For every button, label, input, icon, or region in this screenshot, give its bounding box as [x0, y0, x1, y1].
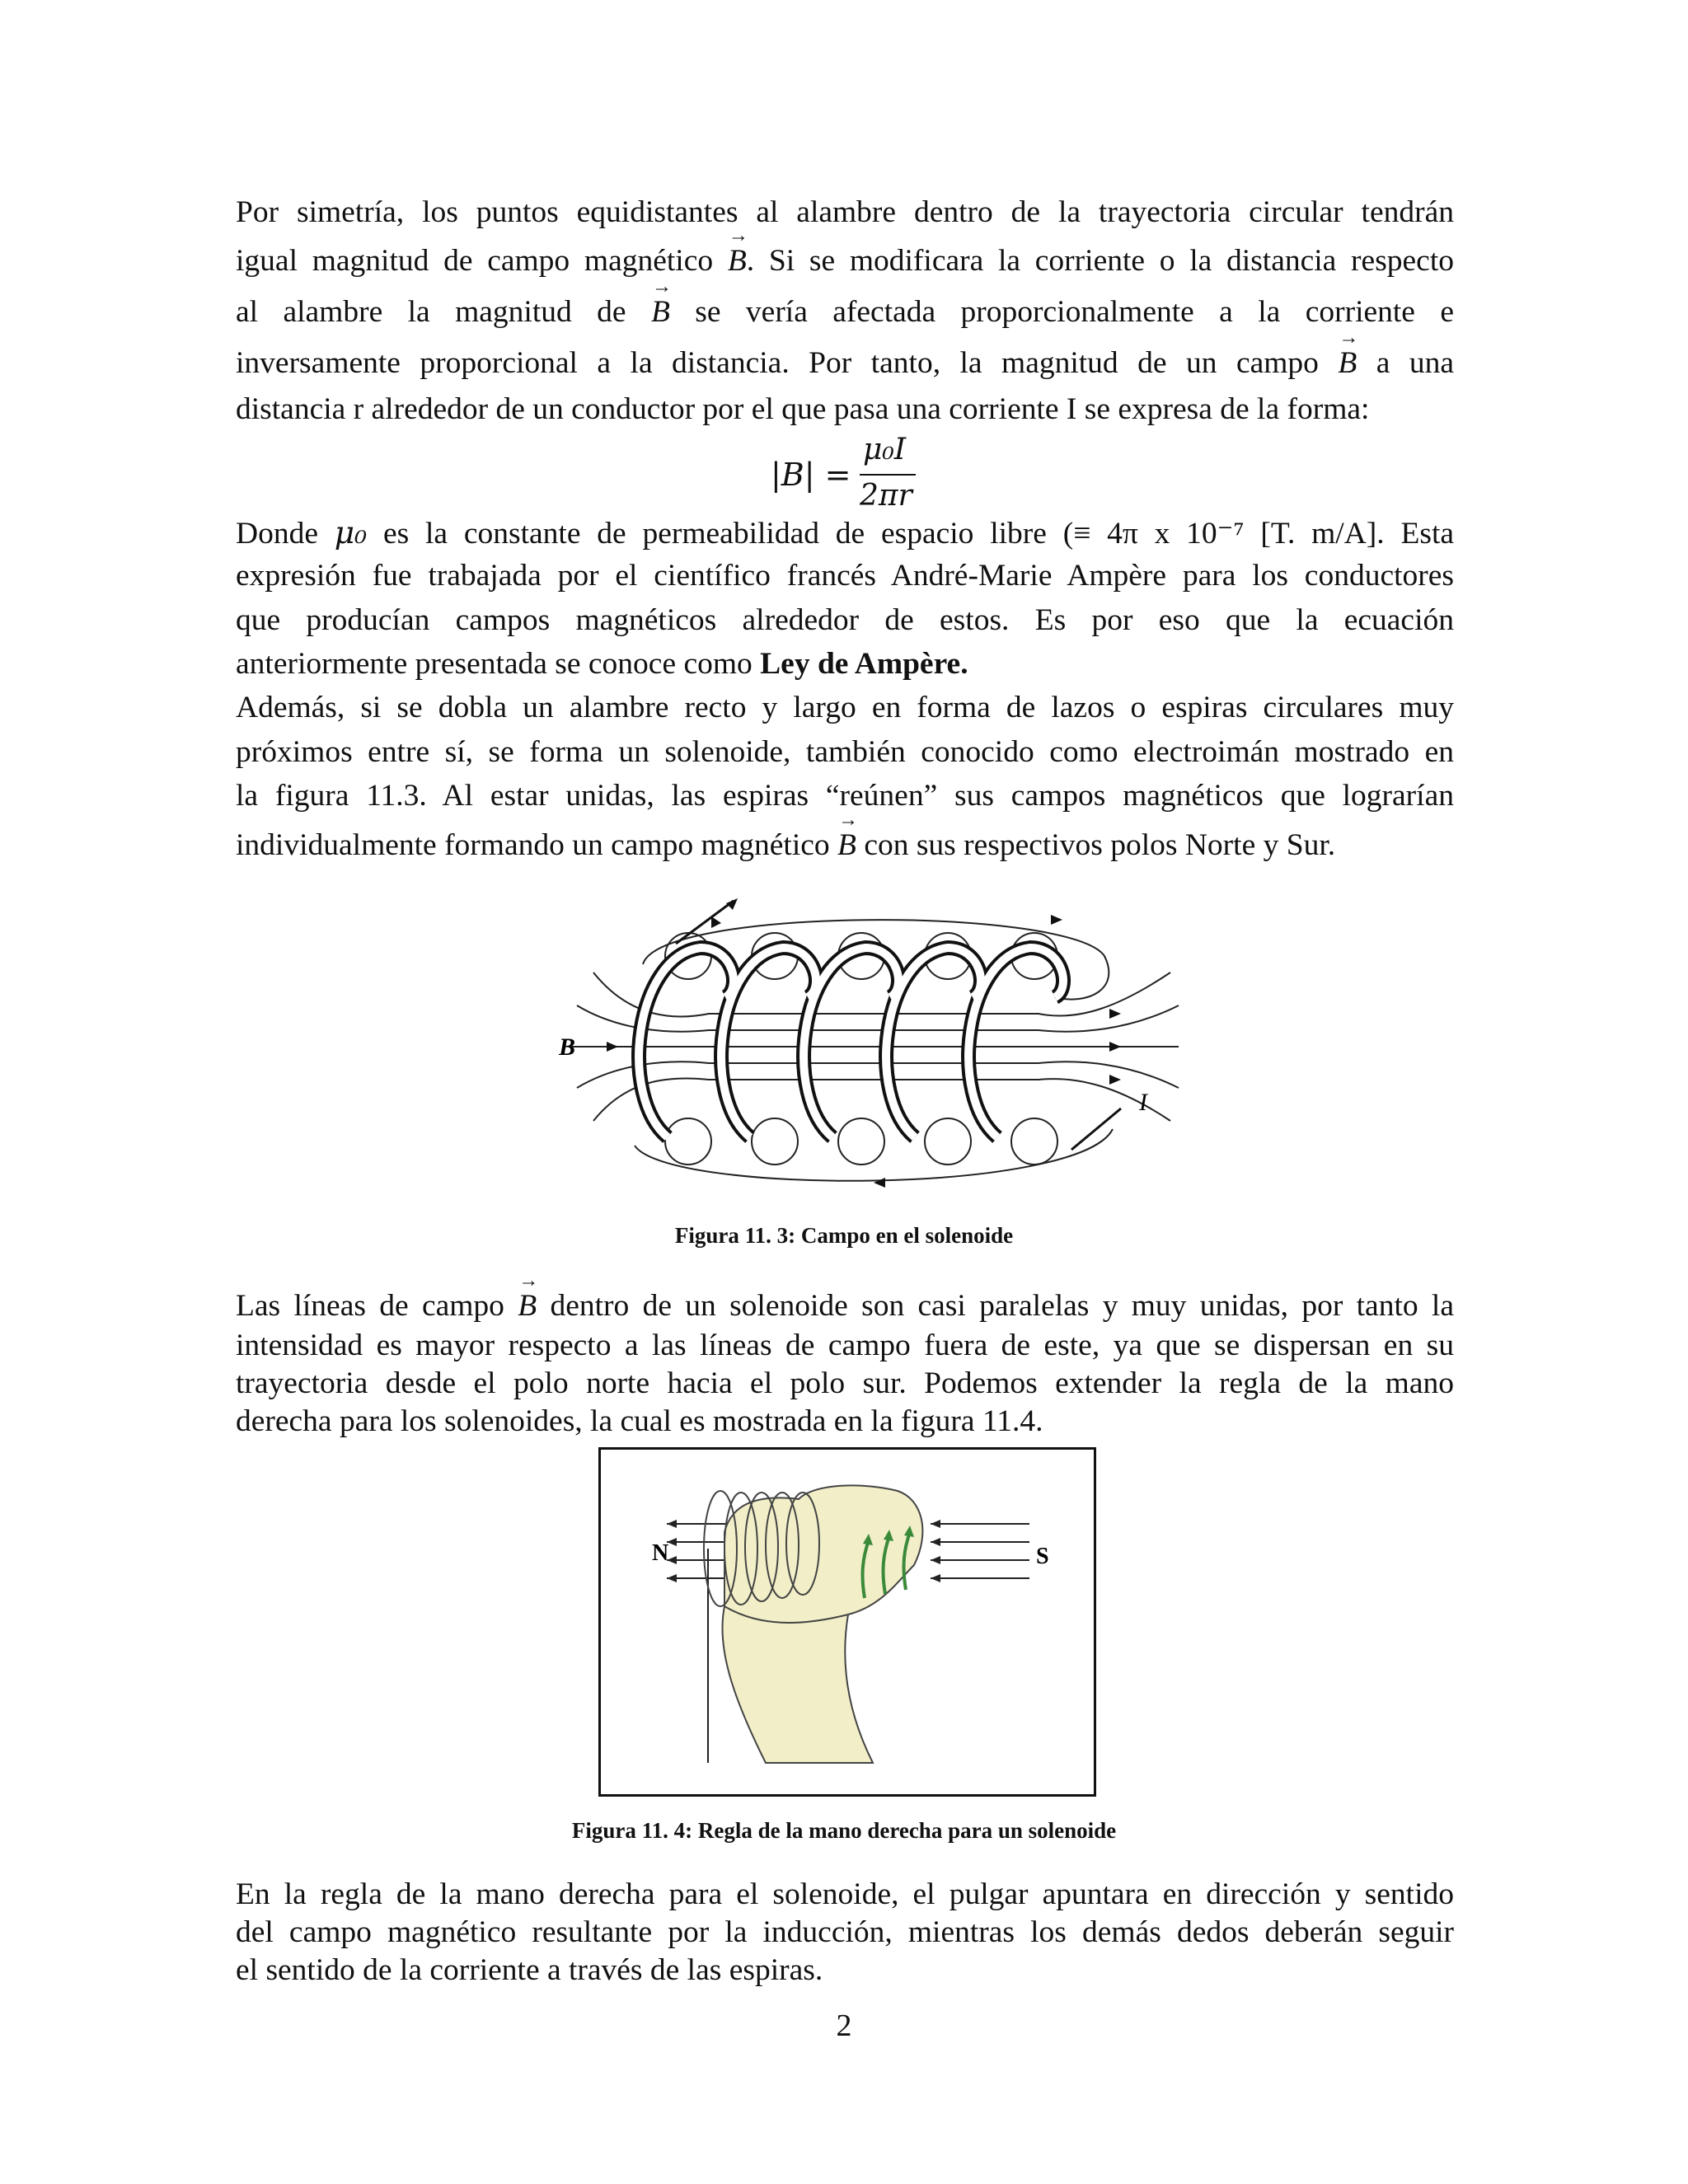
- label-n: N: [652, 1540, 669, 1566]
- field-line: [577, 1005, 1179, 1032]
- mu0-symbol: μ₀: [334, 514, 368, 551]
- text: . Si se modificara la corriente o la distancia respecto: [746, 244, 1454, 278]
- paragraph-4-line-2: [236, 1328, 1454, 1363]
- paragraph-1-line-5: [236, 391, 1454, 427]
- current-arrow-in: [676, 901, 734, 944]
- paragraph-1-line-2: [236, 243, 1454, 279]
- text: próximos entre sí, se forma un solenoide, también conocido como electroimán mostrado en: [236, 735, 1454, 769]
- text: individualmente formando un campo magnético: [236, 828, 838, 862]
- figure-11-4-caption: Figura 11. 4: Regla de la mano derecha para un solenoide: [571, 1818, 1117, 1843]
- paragraph-2-line-1: [236, 514, 1454, 551]
- text: igual magnitud de campo magnético: [236, 244, 728, 278]
- paragraph-3-line-3: [236, 778, 1454, 813]
- vector-b: B →: [1338, 345, 1357, 381]
- field-line: [577, 1062, 1179, 1088]
- paragraph-2-line-4: [236, 646, 1454, 682]
- text: trayectoria desde el polo norte hacia el polo sur. Podemos extender la regla de la mano: [236, 1366, 1454, 1400]
- vector-b: B →: [651, 294, 670, 330]
- paragraph-1-line-1: [236, 194, 1454, 230]
- text: Donde: [236, 517, 335, 551]
- hand-shape: [722, 1485, 922, 1763]
- fraction-bar: [860, 474, 916, 476]
- paragraph-4-line-3: [236, 1366, 1454, 1401]
- text: En la regla de la mano derecha para el solenoide, el pulgar apuntara en dirección y sentido: [236, 1877, 1454, 1911]
- paragraph-5-line-2: [236, 1915, 1454, 1950]
- equation-denominator: 2πr: [860, 479, 912, 513]
- vector-b: B →: [837, 827, 856, 863]
- text: que producían campos magnéticos alrededor de estos. Es por eso que la ecuación: [236, 603, 1454, 637]
- paragraph-3-line-4: [236, 827, 1454, 863]
- text: al alambre la magnitud de: [236, 295, 651, 329]
- equation-lhs: |B| =: [771, 457, 851, 493]
- text: Además, si se dobla un alambre recto y largo en forma de lazos o espiras circulares muy: [236, 691, 1454, 724]
- text: se vería afectada proporcionalmente a la corriente e: [669, 295, 1454, 329]
- text: distancia r alrededor de un conductor por el que pasa una corriente I se expresa de la forma:: [236, 392, 1370, 426]
- text: anteriormente presentada se conoce como: [236, 647, 761, 681]
- text: el sentido de la corriente a través de las espiras.: [236, 1953, 823, 1987]
- paragraph-2-line-2: [236, 558, 1454, 593]
- label-b: B: [559, 1033, 576, 1061]
- vector-b: B →: [728, 243, 747, 279]
- text: a una: [1357, 346, 1454, 380]
- paragraph-4-line-4: [236, 1404, 1454, 1439]
- text: Las líneas de campo: [236, 1289, 518, 1323]
- label-i: I: [1139, 1089, 1147, 1116]
- paragraph-3-line-1: [236, 690, 1454, 725]
- field-line: [593, 972, 1170, 1016]
- vector-b: B →: [518, 1288, 537, 1324]
- ampere-equation: [771, 433, 952, 515]
- field-line-outer-top: [643, 920, 1109, 999]
- text: inversamente proporcional a la distancia. Por tanto, la magnitud de un campo: [236, 346, 1339, 380]
- solenoid-field-figure: [544, 898, 1203, 1195]
- paragraph-1-line-4: [236, 345, 1454, 381]
- text: con sus respectivos polos Norte y Sur.: [856, 828, 1336, 862]
- text: derecha para los solenoides, la cual es mostrada en la figura 11.4.: [236, 1404, 1043, 1438]
- paragraph-3-line-2: [236, 734, 1454, 770]
- text: dentro de un solenoide son casi paralelas y muy unidas, por tanto la: [537, 1289, 1454, 1323]
- text: Por simetría, los puntos equidistantes al alambre dentro de la trayectoria circular tendrán: [236, 195, 1454, 229]
- paragraph-2-line-3: [236, 602, 1454, 638]
- text: del campo magnético resultante por la inducción, mientras los demás dedos deberán seguir: [236, 1915, 1454, 1949]
- text: expresión fue trabajada por el científico francés André-Marie Ampère para los conductores: [236, 559, 1454, 593]
- paragraph-4-line-1: [236, 1288, 1454, 1324]
- current-arrow-out: [1071, 1108, 1121, 1150]
- paragraph-1-line-3: [236, 294, 1454, 330]
- figure-11-3-caption: Figura 11. 3: Campo en el solenoide: [674, 1223, 1014, 1248]
- text: es la constante de permeabilidad de espacio libre (≡ 4π x 10⁻⁷ [T. m/A]. Esta: [367, 517, 1455, 551]
- text: la figura 11.3. Al estar unidas, las espiras “reúnen” sus campos magnéticos que lograrían: [236, 779, 1454, 813]
- ley-de-ampere: Ley de Ampère.: [760, 647, 968, 681]
- equation-numerator: μ₀I: [863, 433, 907, 466]
- hand-illustration: [601, 1450, 1094, 1794]
- label-s: S: [1036, 1544, 1049, 1569]
- text: intensidad es mayor respecto a las líneas de campo fuera de este, ya que se dispersan en su: [236, 1329, 1454, 1362]
- page-number: 2: [836, 2008, 852, 2043]
- paragraph-5-line-3: [236, 1952, 1454, 1988]
- right-hand-rule-figure: [598, 1447, 1096, 1797]
- paragraph-5-line-1: [236, 1877, 1454, 1912]
